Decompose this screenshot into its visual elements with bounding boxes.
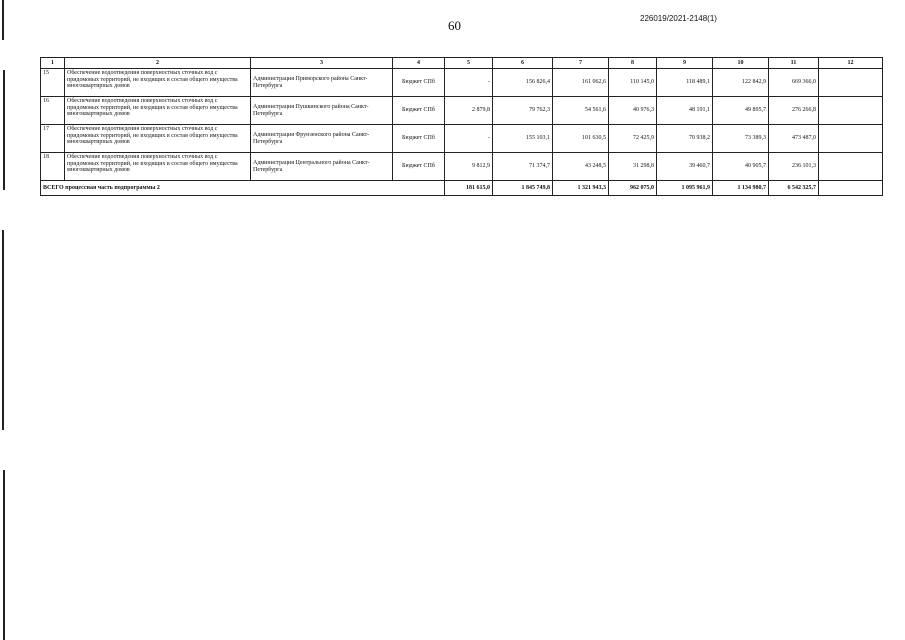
header-row <box>41 58 883 69</box>
value-cell: 70 938,2 <box>657 125 713 153</box>
value-cell: 40 905,7 <box>713 153 769 181</box>
page-number: 60 <box>448 18 461 33</box>
funding-source: Бюджет СПб <box>393 125 445 153</box>
table-row <box>41 125 883 153</box>
value-cell: - <box>445 125 493 153</box>
value-cell: 276 266,8 <box>769 97 819 125</box>
table-row <box>41 153 883 181</box>
value-cell: 2 879,8 <box>445 97 493 125</box>
activity-name: Обеспечение водоотведения поверхностных сточных вод с придомовых территорий, не входящих в состав общего имущества многоквартирных домов <box>65 153 251 181</box>
value-cell: 73 389,3 <box>713 125 769 153</box>
header-cell: 10 <box>713 58 769 69</box>
value-cell: 43 248,5 <box>553 153 609 181</box>
funding-source: Бюджет СПб <box>393 69 445 97</box>
header-cell: 2 <box>65 58 251 69</box>
value-cell: 39 460,7 <box>657 153 713 181</box>
header-cell: 12 <box>819 58 883 69</box>
activity-name: Обеспечение водоотведения поверхностных сточных вод с придомовых территорий, не входящих в состав общего имущества многоквартирных домов <box>65 125 251 153</box>
value-cell: 72 425,9 <box>609 125 657 153</box>
total-value-cell: 1 845 749,8 <box>493 181 553 196</box>
header-cell: 5 <box>445 58 493 69</box>
total-value-cell: 1 095 961,9 <box>657 181 713 196</box>
header-cell: 11 <box>769 58 819 69</box>
row-number: 17 <box>41 125 65 153</box>
value-cell: 40 976,3 <box>609 97 657 125</box>
value-cell: 31 298,8 <box>609 153 657 181</box>
header-cell: 1 <box>41 58 65 69</box>
table-row <box>41 69 883 97</box>
value-cell: 79 762,3 <box>493 97 553 125</box>
value-cell: 49 895,7 <box>713 97 769 125</box>
empty-cell <box>819 97 883 125</box>
value-cell: 118 489,1 <box>657 69 713 97</box>
value-cell: 101 630,5 <box>553 125 609 153</box>
table-row <box>41 97 883 125</box>
header-cell: 6 <box>493 58 553 69</box>
executor: Администрация Центрального района Санкт-Петербурга <box>251 153 393 181</box>
document-id: 226019/2021-2148(1) <box>640 14 717 23</box>
budget-table <box>40 57 883 196</box>
value-cell: 156 826,4 <box>493 69 553 97</box>
total-row <box>41 181 883 196</box>
funding-source: Бюджет СПб <box>393 97 445 125</box>
empty-cell <box>819 153 883 181</box>
header-cell: 4 <box>393 58 445 69</box>
value-cell: 71 374,7 <box>493 153 553 181</box>
total-value-cell: 962 075,0 <box>609 181 657 196</box>
row-number: 16 <box>41 97 65 125</box>
empty-cell <box>819 69 883 97</box>
row-number: 15 <box>41 69 65 97</box>
empty-cell <box>819 181 883 196</box>
value-cell: 110 145,0 <box>609 69 657 97</box>
value-cell: 48 191,1 <box>657 97 713 125</box>
header-cell: 7 <box>553 58 609 69</box>
activity-name: Обеспечение водоотведения поверхностных сточных вод с придомовых территорий, не входящих в состав общего имущества многоквартирных домов <box>65 69 251 97</box>
executor: Администрация Пушкинского района Санкт-Петербурга <box>251 97 393 125</box>
value-cell: 122 842,9 <box>713 69 769 97</box>
header-cell: 8 <box>609 58 657 69</box>
total-value-cell: 1 321 943,3 <box>553 181 609 196</box>
executor: Администрация Фрунзенского района Санкт-Петербурга <box>251 125 393 153</box>
header-cell: 3 <box>251 58 393 69</box>
funding-source: Бюджет СПб <box>393 153 445 181</box>
activity-name: Обеспечение водоотведения поверхностных сточных вод с придомовых территорий, не входящих в состав общего имущества многоквартирных домов <box>65 97 251 125</box>
value-cell: - <box>445 69 493 97</box>
total-value-cell: 181 615,0 <box>445 181 493 196</box>
value-cell: 9 812,9 <box>445 153 493 181</box>
value-cell: 669 366,0 <box>769 69 819 97</box>
total-value-cell: 1 134 980,7 <box>713 181 769 196</box>
value-cell: 54 561,6 <box>553 97 609 125</box>
empty-cell <box>819 125 883 153</box>
header-cell: 9 <box>657 58 713 69</box>
value-cell: 161 062,6 <box>553 69 609 97</box>
executor: Администрация Приморского района Санкт-Петербурга <box>251 69 393 97</box>
value-cell: 473 487,0 <box>769 125 819 153</box>
row-number: 18 <box>41 153 65 181</box>
scan-edge <box>0 0 7 640</box>
value-cell: 155 103,1 <box>493 125 553 153</box>
total-label: ВСЕГО процессная часть подпрограммы 2 <box>41 181 445 196</box>
total-value-cell: 6 542 325,7 <box>769 181 819 196</box>
value-cell: 236 101,3 <box>769 153 819 181</box>
